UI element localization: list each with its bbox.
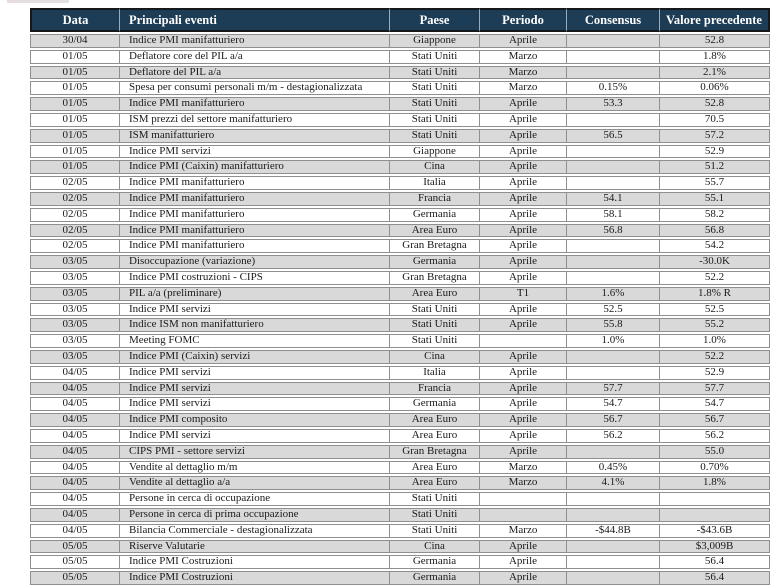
cell-country: Giappone: [390, 34, 480, 48]
cell-period: T1: [480, 287, 567, 301]
cell-event: Persone in cerca di prima occupazione: [120, 508, 390, 522]
cell-event: Deflatore del PIL a/a: [120, 66, 390, 80]
cell-event: Indice PMI (Caixin) servizi: [120, 350, 390, 364]
header-periodo: Periodo: [480, 8, 567, 32]
cell-event: Indice PMI (Caixin) manifatturiero: [120, 160, 390, 174]
cell-previous: 70.5: [660, 113, 770, 127]
cell-country: Stati Uniti: [390, 492, 480, 506]
cell-country: Stati Uniti: [390, 50, 480, 64]
cell-previous: 1.8% R: [660, 287, 770, 301]
cell-previous: 1.8%: [660, 476, 770, 490]
table-row: [30, 318, 770, 332]
cell-date: 01/05: [30, 66, 120, 80]
table-body: [30, 34, 770, 585]
cell-period: Aprile: [480, 97, 567, 111]
cell-country: Stati Uniti: [390, 66, 480, 80]
cell-date: 04/05: [30, 508, 120, 522]
cell-date: 03/05: [30, 255, 120, 269]
cell-country: Francia: [390, 192, 480, 206]
cell-country: Germania: [390, 555, 480, 569]
header-data: Data: [30, 8, 120, 32]
cell-event: Vendite al dettaglio m/m: [120, 461, 390, 475]
cell-event: Bilancia Commerciale - destagionalizzata: [120, 524, 390, 538]
cell-consensus: [567, 239, 660, 253]
cell-date: 01/05: [30, 129, 120, 143]
cell-date: 02/05: [30, 176, 120, 190]
cell-date: 05/05: [30, 540, 120, 554]
table-row: [30, 555, 770, 569]
cell-event: Indice PMI servizi: [120, 397, 390, 411]
cell-consensus: 56.8: [567, 224, 660, 238]
cell-event: Indice ISM non manifatturiero: [120, 318, 390, 332]
cell-event: Indice PMI manifatturiero: [120, 208, 390, 222]
cell-consensus: [567, 160, 660, 174]
cell-country: Stati Uniti: [390, 524, 480, 538]
cell-country: Area Euro: [390, 461, 480, 475]
cell-period: Aprile: [480, 397, 567, 411]
cell-consensus: 55.8: [567, 318, 660, 332]
cell-event: Persone in cerca di occupazione: [120, 492, 390, 506]
table-row: [30, 113, 770, 127]
cell-country: Stati Uniti: [390, 318, 480, 332]
cell-previous: 52.9: [660, 366, 770, 380]
cell-previous: 52.9: [660, 145, 770, 159]
cell-event: Indice PMI manifatturiero: [120, 176, 390, 190]
cell-consensus: [567, 50, 660, 64]
table-row: [30, 540, 770, 554]
cell-event: Indice PMI manifatturiero: [120, 97, 390, 111]
cell-date: 04/05: [30, 397, 120, 411]
cell-previous: 55.0: [660, 445, 770, 459]
cell-country: Giappone: [390, 145, 480, 159]
cell-consensus: [567, 445, 660, 459]
cell-period: Aprile: [480, 366, 567, 380]
table-row: [30, 160, 770, 174]
cell-consensus: 4.1%: [567, 476, 660, 490]
cell-date: 01/05: [30, 145, 120, 159]
cell-previous: 55.7: [660, 176, 770, 190]
cell-period: [480, 492, 567, 506]
cell-event: Spesa per consumi personali m/m - destagionalizzata: [120, 81, 390, 95]
cell-country: Gran Bretagna: [390, 271, 480, 285]
cell-date: 02/05: [30, 239, 120, 253]
cell-previous: 52.5: [660, 303, 770, 317]
cell-period: Aprile: [480, 271, 567, 285]
cell-period: Aprile: [480, 445, 567, 459]
cell-consensus: 56.5: [567, 129, 660, 143]
table-row: [30, 255, 770, 269]
cell-consensus: 56.7: [567, 413, 660, 427]
cell-previous: 56.2: [660, 429, 770, 443]
cell-country: Cina: [390, 160, 480, 174]
table-row: [30, 508, 770, 522]
cell-date: 03/05: [30, 334, 120, 348]
cell-country: Area Euro: [390, 429, 480, 443]
cell-previous: 52.2: [660, 350, 770, 364]
cell-event: Indice PMI servizi: [120, 366, 390, 380]
cell-event: ISM manifatturiero: [120, 129, 390, 143]
cell-event: Meeting FOMC: [120, 334, 390, 348]
cell-consensus: [567, 571, 660, 585]
table-row: [30, 334, 770, 348]
cell-consensus: [567, 271, 660, 285]
cell-country: Stati Uniti: [390, 113, 480, 127]
cell-date: 04/05: [30, 524, 120, 538]
cell-previous: 55.2: [660, 318, 770, 332]
cell-previous: 52.8: [660, 97, 770, 111]
cell-event: Indice PMI costruzioni - CIPS: [120, 271, 390, 285]
cell-date: 03/05: [30, 318, 120, 332]
table-row: [30, 192, 770, 206]
cell-date: 05/05: [30, 571, 120, 585]
table-row: [30, 50, 770, 64]
cell-event: Indice PMI servizi: [120, 382, 390, 396]
cell-consensus: [567, 540, 660, 554]
table-row: [30, 445, 770, 459]
cell-country: Germania: [390, 208, 480, 222]
cell-date: 01/05: [30, 50, 120, 64]
table-row: [30, 287, 770, 301]
cell-previous: 54.7: [660, 397, 770, 411]
table-row: [30, 492, 770, 506]
cell-previous: 2.1%: [660, 66, 770, 80]
cell-date: 02/05: [30, 192, 120, 206]
cell-date: 03/05: [30, 271, 120, 285]
cell-previous: 52.2: [660, 271, 770, 285]
cell-event: Indice PMI Costruzioni: [120, 571, 390, 585]
cell-consensus: [567, 255, 660, 269]
cell-date: 01/05: [30, 97, 120, 111]
cell-country: Italia: [390, 366, 480, 380]
table-row: [30, 97, 770, 111]
cell-country: Stati Uniti: [390, 129, 480, 143]
table-row: [30, 413, 770, 427]
table-row: [30, 224, 770, 238]
cell-country: Germania: [390, 255, 480, 269]
cell-date: 03/05: [30, 350, 120, 364]
cell-country: Area Euro: [390, 287, 480, 301]
cell-previous: 51.2: [660, 160, 770, 174]
cell-event: Indice PMI manifatturiero: [120, 34, 390, 48]
cell-consensus: [567, 555, 660, 569]
cell-date: 02/05: [30, 208, 120, 222]
cell-period: Aprile: [480, 413, 567, 427]
cell-period: [480, 508, 567, 522]
cell-period: Aprile: [480, 176, 567, 190]
cell-period: Aprile: [480, 113, 567, 127]
cell-period: [480, 334, 567, 348]
cell-date: 04/05: [30, 413, 120, 427]
cell-period: Aprile: [480, 160, 567, 174]
cell-previous: $3,009B: [660, 540, 770, 554]
header-consensus: Consensus: [567, 8, 660, 32]
cell-previous: 56.4: [660, 571, 770, 585]
cell-date: 30/04: [30, 34, 120, 48]
table-row: [30, 81, 770, 95]
cell-period: Aprile: [480, 350, 567, 364]
cell-consensus: [567, 34, 660, 48]
table-row: [30, 571, 770, 585]
cell-period: Marzo: [480, 66, 567, 80]
table-row: [30, 303, 770, 317]
header-row: [30, 8, 770, 32]
cell-event: Indice PMI manifatturiero: [120, 224, 390, 238]
cell-date: 04/05: [30, 492, 120, 506]
cell-previous: [660, 508, 770, 522]
header-valore-precedente: Valore precedente: [660, 8, 770, 32]
table-row: [30, 366, 770, 380]
cell-date: 04/05: [30, 476, 120, 490]
table-row: [30, 461, 770, 475]
cell-date: 01/05: [30, 81, 120, 95]
table-row: [30, 145, 770, 159]
table-row: [30, 476, 770, 490]
cell-previous: 1.8%: [660, 50, 770, 64]
cell-date: 04/05: [30, 445, 120, 459]
cell-country: Cina: [390, 350, 480, 364]
cell-previous: -$43.6B: [660, 524, 770, 538]
cell-country: Francia: [390, 382, 480, 396]
cell-consensus: 57.7: [567, 382, 660, 396]
cell-event: Indice PMI manifatturiero: [120, 239, 390, 253]
cell-consensus: 53.3: [567, 97, 660, 111]
cell-consensus: 54.1: [567, 192, 660, 206]
cell-event: CIPS PMI - settore servizi: [120, 445, 390, 459]
cell-previous: [660, 492, 770, 506]
cell-event: Disoccupazione (variazione): [120, 255, 390, 269]
cell-date: 04/05: [30, 461, 120, 475]
cell-date: 04/05: [30, 366, 120, 380]
cell-previous: 56.8: [660, 224, 770, 238]
cell-consensus: 1.0%: [567, 334, 660, 348]
cell-consensus: 52.5: [567, 303, 660, 317]
cell-consensus: 0.45%: [567, 461, 660, 475]
cell-consensus: [567, 492, 660, 506]
table-row: [30, 429, 770, 443]
cell-country: Gran Bretagna: [390, 239, 480, 253]
cell-event: Indice PMI composito: [120, 413, 390, 427]
cell-period: Marzo: [480, 50, 567, 64]
table-row: [30, 34, 770, 48]
cell-period: Aprile: [480, 255, 567, 269]
cell-consensus: [567, 66, 660, 80]
cell-previous: 0.70%: [660, 461, 770, 475]
cell-consensus: [567, 350, 660, 364]
cell-period: Marzo: [480, 81, 567, 95]
cell-period: Aprile: [480, 382, 567, 396]
cell-consensus: [567, 366, 660, 380]
header-principali-eventi: Principali eventi: [120, 8, 390, 32]
cell-previous: 54.2: [660, 239, 770, 253]
table-row: [30, 271, 770, 285]
cell-period: Aprile: [480, 571, 567, 585]
cell-period: Aprile: [480, 239, 567, 253]
cell-period: Marzo: [480, 461, 567, 475]
cell-period: Aprile: [480, 208, 567, 222]
cell-consensus: [567, 113, 660, 127]
cell-country: Italia: [390, 176, 480, 190]
cell-previous: 1.0%: [660, 334, 770, 348]
cell-period: Aprile: [480, 540, 567, 554]
cell-previous: -30.0K: [660, 255, 770, 269]
table-row: [30, 66, 770, 80]
header-paese: Paese: [390, 8, 480, 32]
cell-period: Marzo: [480, 524, 567, 538]
cell-date: 03/05: [30, 303, 120, 317]
cell-event: Deflatore core del PIL a/a: [120, 50, 390, 64]
cell-period: Aprile: [480, 145, 567, 159]
cell-date: 04/05: [30, 382, 120, 396]
cell-date: 01/05: [30, 160, 120, 174]
table-row: [30, 129, 770, 143]
cell-previous: 57.2: [660, 129, 770, 143]
cell-country: Gran Bretagna: [390, 445, 480, 459]
cell-previous: 55.1: [660, 192, 770, 206]
cell-consensus: 1.6%: [567, 287, 660, 301]
cell-event: Riserve Valutarie: [120, 540, 390, 554]
cell-period: Aprile: [480, 555, 567, 569]
cell-consensus: [567, 508, 660, 522]
cell-previous: 0.06%: [660, 81, 770, 95]
cell-period: Aprile: [480, 429, 567, 443]
cell-country: Stati Uniti: [390, 508, 480, 522]
cell-event: Indice PMI servizi: [120, 303, 390, 317]
cell-consensus: 54.7: [567, 397, 660, 411]
cell-period: Aprile: [480, 318, 567, 332]
table-header: [30, 8, 770, 32]
cell-consensus: [567, 176, 660, 190]
cell-consensus: [567, 145, 660, 159]
table-row: [30, 350, 770, 364]
cell-consensus: -$44.8B: [567, 524, 660, 538]
cell-consensus: 58.1: [567, 208, 660, 222]
top-accent-line: [7, 0, 69, 3]
table-row: [30, 208, 770, 222]
cell-period: Aprile: [480, 224, 567, 238]
table-row: [30, 397, 770, 411]
cell-period: Aprile: [480, 129, 567, 143]
cell-event: Indice PMI servizi: [120, 429, 390, 443]
cell-country: Stati Uniti: [390, 81, 480, 95]
cell-country: Area Euro: [390, 224, 480, 238]
cell-event: PIL a/a (preliminare): [120, 287, 390, 301]
cell-period: Aprile: [480, 34, 567, 48]
table-row: [30, 239, 770, 253]
cell-previous: 56.4: [660, 555, 770, 569]
cell-event: Vendite al dettaglio a/a: [120, 476, 390, 490]
cell-consensus: 56.2: [567, 429, 660, 443]
cell-period: Marzo: [480, 476, 567, 490]
cell-previous: 52.8: [660, 34, 770, 48]
table-row: [30, 176, 770, 190]
cell-country: Stati Uniti: [390, 334, 480, 348]
cell-event: Indice PMI Costruzioni: [120, 555, 390, 569]
cell-event: Indice PMI manifatturiero: [120, 192, 390, 206]
cell-date: 03/05: [30, 287, 120, 301]
cell-previous: 58.2: [660, 208, 770, 222]
cell-previous: 57.7: [660, 382, 770, 396]
cell-date: 05/05: [30, 555, 120, 569]
cell-country: Area Euro: [390, 413, 480, 427]
cell-period: Aprile: [480, 192, 567, 206]
cell-date: 02/05: [30, 224, 120, 238]
cell-previous: 56.7: [660, 413, 770, 427]
cell-date: 04/05: [30, 429, 120, 443]
cell-country: Stati Uniti: [390, 97, 480, 111]
economic-calendar-table: [30, 6, 770, 587]
cell-country: Germania: [390, 397, 480, 411]
cell-date: 01/05: [30, 113, 120, 127]
cell-country: Germania: [390, 571, 480, 585]
cell-country: Cina: [390, 540, 480, 554]
cell-event: Indice PMI servizi: [120, 145, 390, 159]
cell-country: Stati Uniti: [390, 303, 480, 317]
cell-event: ISM prezzi del settore manifatturiero: [120, 113, 390, 127]
table-row: [30, 382, 770, 396]
cell-consensus: 0.15%: [567, 81, 660, 95]
table-row: [30, 524, 770, 538]
cell-period: Aprile: [480, 303, 567, 317]
cell-country: Area Euro: [390, 476, 480, 490]
